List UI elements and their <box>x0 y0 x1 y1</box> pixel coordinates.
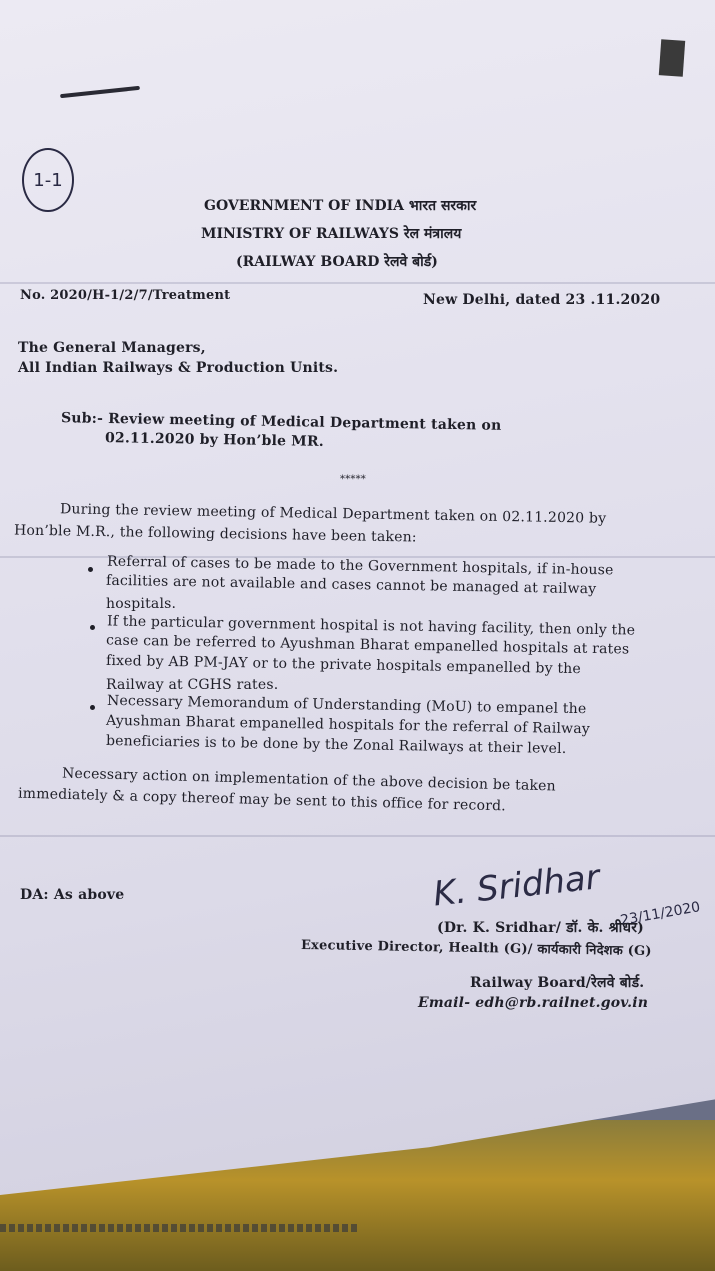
signatory-email: Email- edh@rb.railnet.gov.in <box>418 995 649 1011</box>
bullet-2-line-2: case can be referred to Ayushman Bharat empanelled hospitals at rates <box>105 632 630 658</box>
bullet-1-line-2: facilities are not available and cases cannot be managed at railway <box>105 572 597 598</box>
handwritten-circle-note: 1-1 <box>22 148 74 212</box>
signatory-name: (Dr. K. Sridhar/ डॉ. के. श्रीधर) <box>437 920 644 936</box>
signatory-office: Railway Board/रेलवे बोर्ड. <box>470 975 645 991</box>
punch-mark <box>659 39 685 77</box>
reference-number: No. 2020/H-1/2/7/Treatment <box>20 288 231 303</box>
handwritten-signature-date: 23/11/2020 <box>619 899 702 929</box>
bullet-2-line-4: Railway at CGHS rates. <box>106 677 279 693</box>
addressee-line-1: The General Managers, <box>18 340 206 356</box>
bullet-marker <box>90 705 95 710</box>
bullet-2-line-1: If the particular government hospital is not having facility, then only the <box>106 613 636 639</box>
enclosure-note: DA: As above <box>20 887 125 903</box>
bullet-3-line-1: Necessary Memorandum of Understanding (MoU) to empanel the <box>106 692 587 718</box>
letterhead-board: (RAILWAY BOARD रेलवे बोर्ड) <box>236 254 438 270</box>
letterhead-government: GOVERNMENT OF INDIA भारत सरकार <box>204 198 477 214</box>
paper-fold <box>0 282 715 284</box>
bullet-1-line-3: hospitals. <box>106 596 177 612</box>
bottom-edge-strip <box>0 1224 360 1232</box>
letterhead-ministry: MINISTRY OF RAILWAYS रेल मंत्रालय <box>201 226 462 242</box>
bullet-marker <box>88 567 93 572</box>
intro-line-2: Hon’ble M.R., the following decisions have been taken: <box>13 522 417 546</box>
intro-line-1: During the review meeting of Medical Department taken on 02.11.2020 by <box>59 501 607 527</box>
bullet-3-line-2: Ayushman Bharat empanelled hospitals for the referral of Railway <box>105 712 591 738</box>
signatory-title: Executive Director, Health (G)/ कार्यकारी निदेशक (G) <box>300 937 652 960</box>
separator-stars: ***** <box>340 474 366 485</box>
bullet-3-line-3: beneficiaries is to be done by the Zonal Railways at their level. <box>105 732 567 758</box>
bullet-1-line-1: Referral of cases to be made to the Government hospitals, if in-house <box>106 553 614 579</box>
date-line: New Delhi, dated 23 .11.2020 <box>423 292 661 308</box>
handwritten-signature: K. Sridhar <box>431 857 602 915</box>
subject-line-2: 02.11.2020 by Hon’ble MR. <box>104 430 324 450</box>
addressee-line-2: All Indian Railways & Production Units. <box>18 360 339 376</box>
paper-fold <box>0 835 715 837</box>
closing-line-2: immediately & a copy thereof may be sent to this office for record. <box>17 785 507 815</box>
bullet-marker <box>90 625 95 630</box>
bullet-2-line-3: fixed by AB PM-JAY or to the private hospitals empanelled by the <box>105 652 582 678</box>
subject-line-1: Sub:- Review meeting of Medical Department taken on <box>60 410 502 434</box>
closing-line-1: Necessary action on implementation of the above decision be taken <box>61 765 557 795</box>
